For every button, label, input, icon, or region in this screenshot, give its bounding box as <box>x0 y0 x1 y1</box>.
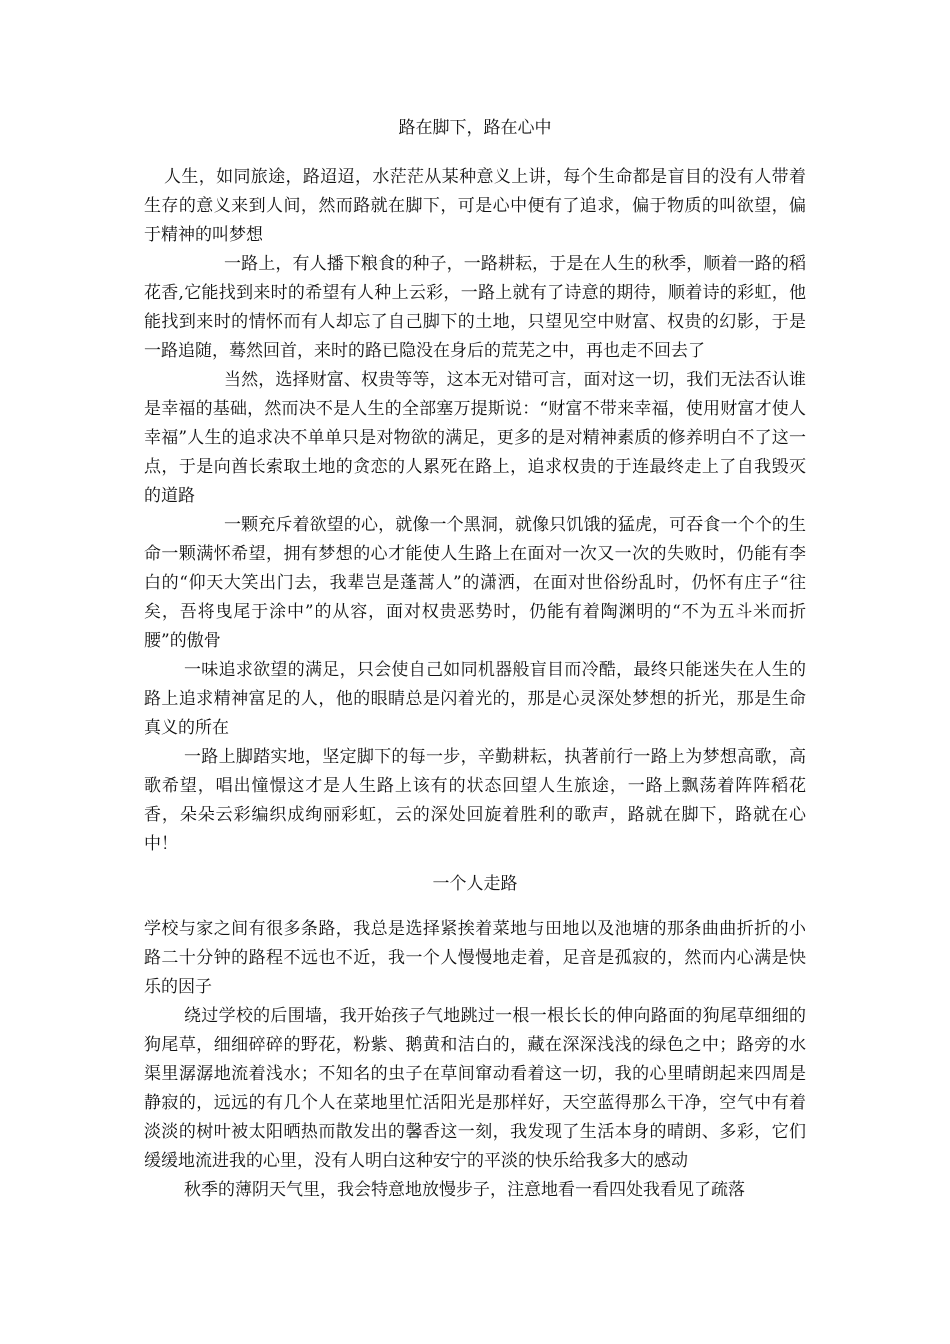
paragraph: 一路上，有人播下粮食的种子，一路耕耘，于是在人生的秋季，顺着一路的稻花香,它能找到来时的希望有人种上云彩，一路上就有了诗意的期待，顺着诗的彩虹，他能找到来时的情怀而有人却忘了自己脚下的土地，只望见空中财富、权贵的幻影，于是一路追随，蓦然回首，来时的路已隐没在身后的荒芜之中，再也走不回去了 <box>144 254 806 361</box>
paragraph: 人生，如同旅途，路迢迢，水茫茫从某种意义上讲，每个生命都是盲目的没有人带着生存的意义来到人间，然而路就在脚下，可是心中便有了追求，偏于物质的叫欲望，偏于精神的叫梦想 <box>144 167 806 245</box>
paragraph: 绕过学校的后围墙，我开始孩子气地跳过一根一根长长的伸向路面的狗尾草细细的狗尾草，细细碎碎的野花，粉紫、鹅黄和洁白的，藏在深深浅浅的绿色之中；路旁的水渠里潺潺地流着浅水；不知名的虫子在草间窜动看着这一切，我的心里晴朗起来四周是静寂的，远远的有几个人在菜地里忙活阳光是那样好，天空蓝得那么干净，空气中有着淡淡的树叶被太阳晒热而散发出的馨香这一刻，我发现了生活本身的晴朗、多彩，它们缓缓地流进我的心里，没有人明白这种安宁的平淡的快乐给我多大的感动 <box>144 1006 806 1171</box>
paragraph: 学校与家之间有很多条路，我总是选择紧挨着菜地与田地以及池塘的那条曲曲折折的小路二十分钟的路程不远也不近，我一个人慢慢地走着，足音是孤寂的，然而内心满是快乐的因子 <box>144 919 806 997</box>
paragraph: 秋季的薄阴天气里，我会特意地放慢步子，注意地看一看四处我看见了疏落 <box>184 1180 745 1200</box>
paragraph: 一颗充斥着欲望的心，就像一个黑洞，就像只饥饿的猛虎，可吞食一个个的生命一颗满怀希望，拥有梦想的心才能使人生路上在面对一次又一次的失败时，仍能有李白的“仰天大笑出门去，我辈岂是蓬蒿人”的潇洒，在面对世俗纷乱时，仍怀有庄子“往矣，吾将曳尾于涂中”的从容，面对权贵恶势时，仍能有着陶渊明的“不为五斗米而折腰”的傲骨 <box>144 515 806 651</box>
article-title: 路在脚下，路在心中 <box>398 118 552 138</box>
paragraph: 一路上脚踏实地，坚定脚下的每一步，辛勤耕耘，执著前行一路上为梦想高歌，高歌希望，唱出憧憬这才是人生路上该有的状态回望人生旅途，一路上飘荡着阵阵稻花香，朵朵云彩编织成绚丽彩虹，云的深处回旋着胜利的歌声，路就在脚下，路就在心中！ <box>144 747 806 854</box>
paragraph: 当然，选择财富、权贵等等，这本无对错可言，面对这一切，我们无法否认谁是幸福的基础，然而决不是人生的全部塞万提斯说：“财富不带来幸福，使用财富才使人幸福”人生的追求决不单单只是对物欲的满足，更多的是对精神素质的修养明白不了这一点，于是向酋长索取土地的贪恋的人累死在路上，追求权贵的于连最终走上了自我毁灭的道路 <box>144 370 806 506</box>
article-body <box>144 915 806 1205</box>
article-title: 一个人走路 <box>432 874 518 894</box>
article-body <box>144 163 806 859</box>
paragraph: 一味追求欲望的满足，只会使自己如同机器般盲目而冷酷，最终只能迷失在人生的路上追求精神富足的人，他的眼睛总是闪着光的，那是心灵深处梦想的折光，那是生命真义的所在 <box>144 660 806 738</box>
